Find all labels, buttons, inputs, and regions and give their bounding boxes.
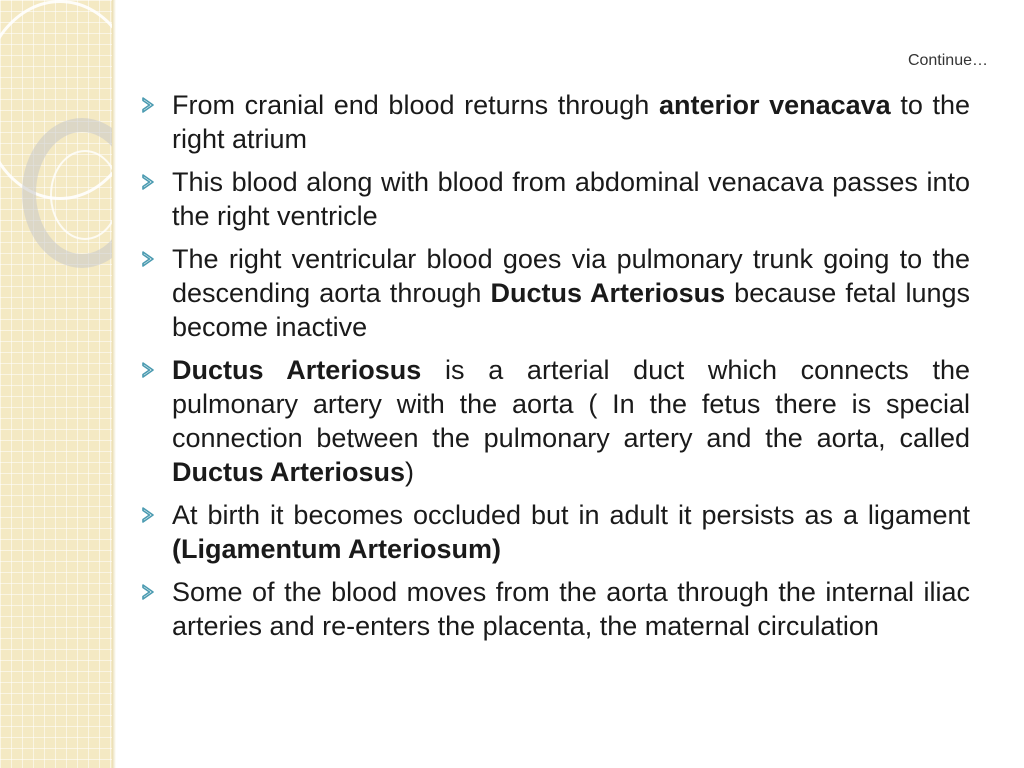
bullet-bold-text: anterior venacava xyxy=(658,90,891,120)
chevron-right-outline-icon xyxy=(140,584,156,600)
bullet-item xyxy=(138,88,970,156)
decorative-sidebar xyxy=(0,0,112,768)
slide-title: Continue… xyxy=(907,52,988,69)
chevron-right-outline-icon xyxy=(140,362,156,378)
bullet-item xyxy=(138,242,970,344)
bullet-text: Some of the blood moves from the aorta through the internal iliac arteries and re-enters the placenta, the maternal circulation xyxy=(172,577,970,641)
bullet-text: is a arterial duct which connects the pulmonary artery with the aorta ( In the fetus there is special connection between the pulmonary artery and the aorta, called xyxy=(172,355,970,453)
bullet-text: At birth it becomes occluded but in adult it persists as a ligament xyxy=(172,500,970,530)
bullet-text: The right ventricular blood goes via pulmonary trunk going to the descending aorta through xyxy=(172,244,970,308)
bullet-text: ) xyxy=(405,457,415,487)
bullet-item xyxy=(138,353,970,489)
chevron-right-outline-icon xyxy=(140,174,156,190)
bullet-bold-text: (Ligamentum Arteriosum) xyxy=(172,534,502,564)
bullet-bold-text: Ductus Arteriosus xyxy=(490,278,726,308)
bullet-text: to the right atrium xyxy=(172,90,970,154)
bullet-item xyxy=(138,575,970,643)
bullet-text: because fetal lungs become inactive xyxy=(172,278,970,342)
bullet-item xyxy=(138,165,970,233)
bullet-item xyxy=(138,498,970,566)
chevron-right-outline-icon xyxy=(140,251,156,267)
bullet-text: This blood along with blood from abdominal venacava passes into the right ventricle xyxy=(172,167,970,231)
sidebar-edge xyxy=(112,0,116,768)
bullet-bold-text: Ductus Arteriosus xyxy=(172,355,422,385)
bullet-text: From cranial end blood returns through xyxy=(172,90,659,120)
chevron-right-outline-icon xyxy=(140,507,156,523)
chevron-right-outline-icon xyxy=(140,97,156,113)
bullet-list xyxy=(138,88,970,652)
decorative-ring xyxy=(50,150,112,240)
bullet-bold-text: Ductus Arteriosus xyxy=(172,457,406,487)
